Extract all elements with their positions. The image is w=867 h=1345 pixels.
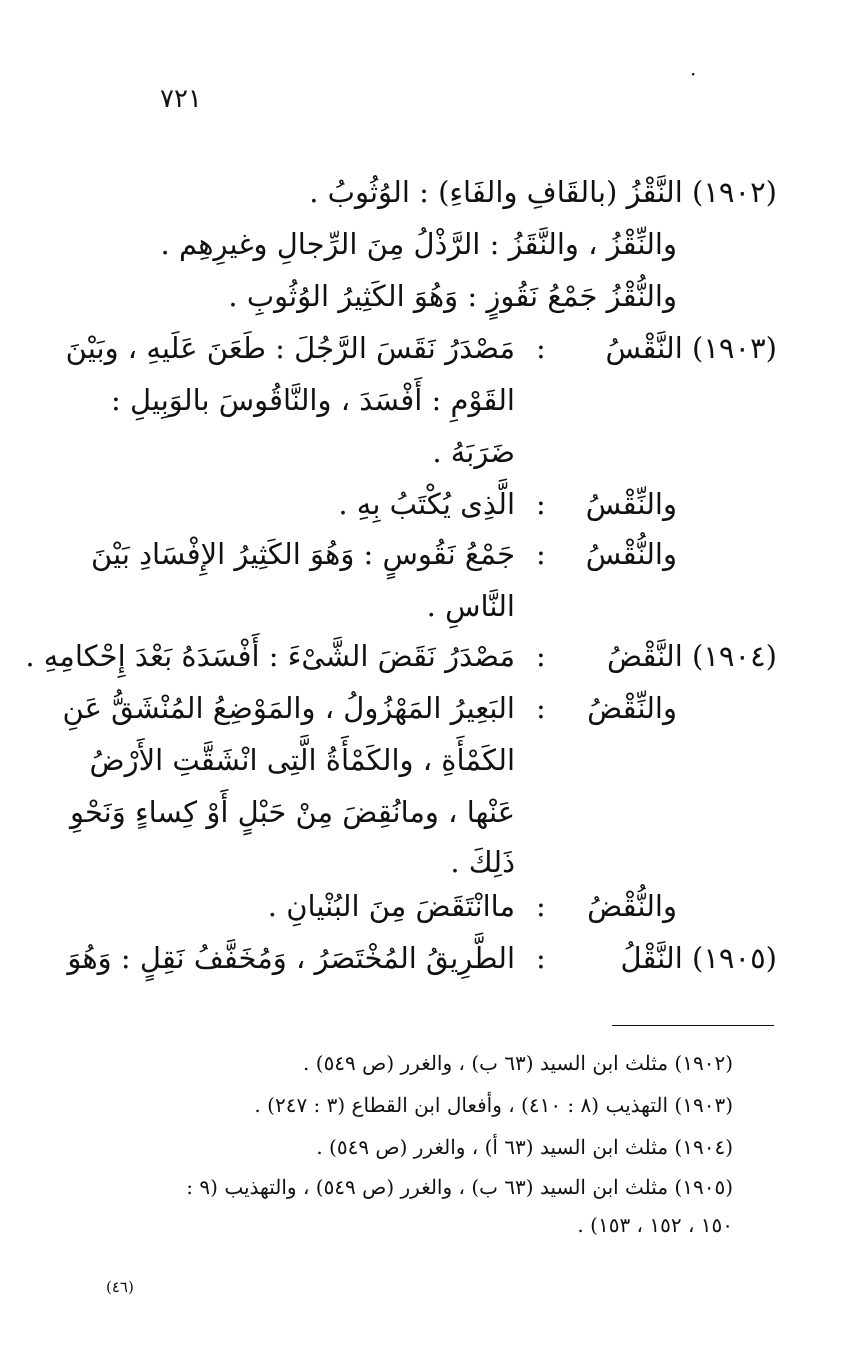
entry-definition: البَعِيرُ المَهْزُولُ ، والمَوْضِعُ المُنْشَقُّ عَنِ	[62, 691, 515, 725]
signature-mark: (٤٦)	[106, 1278, 134, 1296]
entry-headword: (١٩٠٥) النَّقْلُ	[620, 941, 777, 975]
entry-headword: والنُّقْضُ	[587, 889, 677, 923]
entry-definition: ماانْتَقَضَ مِنَ البُنْيانِ .	[267, 889, 515, 923]
entry-colon: :	[536, 487, 546, 521]
entry-definition: عَنْها ، ومانُقِضَ مِنْ حَبْلٍ أَوْ كِساءٍ وَنَحْوِ	[69, 795, 515, 829]
entry-line: (١٩٠٢) النَّقْزُ (بالقَافِ والفَاءِ) : الوُثُوبُ .	[309, 175, 777, 209]
footnote: (١٩٠٢) مثلث ابن السيد (٦٣ ب) ، والغرر (ص ٥٤٩) .	[303, 1051, 733, 1075]
entry-headword: والنِّقْضُ	[587, 691, 677, 725]
entry-colon: :	[536, 691, 546, 725]
page-number: ٧٢١	[160, 84, 202, 114]
entry-definition: ضَرَبَهُ .	[432, 435, 515, 469]
footnote-divider	[612, 1025, 774, 1026]
footnote: (١٩٠٣) التهذيب (٨ : ٤١٠) ، وأفعال ابن القطاع (٣ : ٢٤٧) .	[254, 1093, 733, 1117]
entry-colon: :	[536, 889, 546, 923]
entry-headword: والنُّقْسُ	[585, 537, 677, 571]
entry-definition: الَّذِى يُكْتَبُ بِهِ .	[338, 487, 515, 521]
page-dot: ·	[690, 62, 697, 86]
footnote: ١٥٠ ، ١٥٢ ، ١٥٣) .	[577, 1213, 733, 1237]
entry-colon: :	[536, 941, 546, 975]
entry-definition: الطَّرِيقُ المُخْتَصَرُ ، وَمُخَفَّفُ نَقِلٍ : وَهُوَ	[67, 941, 515, 975]
entry-line: والنِّقْزُ ، والنَّقَزُ : الرَّذْلُ مِنَ الرِّجالِ وغيرِهِم .	[160, 227, 677, 261]
entry-headword: (١٩٠٤) النَّقْضُ	[606, 639, 777, 673]
entry-colon: :	[536, 537, 546, 571]
entry-headword: (١٩٠٣) النَّقْسُ	[605, 331, 777, 365]
footnote: (١٩٠٤) مثلث ابن السيد (٦٣ أ) ، والغرر (ص ٥٤٩) .	[316, 1135, 733, 1159]
entry-colon: :	[536, 639, 546, 673]
entry-definition: جَمْعُ نَقُوسٍ : وَهُوَ الكَثِيرُ الإِفْسَادِ بَيْنَ	[91, 537, 515, 571]
entry-definition: مَصْدَرُ نَقَسَ الرَّجُلَ : طَعَنَ عَلَيهِ ، وبَيْنَ	[65, 331, 515, 365]
entry-headword: والنِّقْسُ	[585, 487, 677, 521]
footnote: (١٩٠٥) مثلث ابن السيد (٦٣ ب) ، والغرر (ص ٥٤٩) ، والتهذيب (٩ :	[186, 1175, 733, 1199]
entry-definition: ذَلِكَ .	[450, 845, 515, 879]
entry-definition: النَّاسِ .	[426, 589, 515, 623]
entry-line: والنُّقْزُ جَمْعُ نَقُوزٍ : وَهُوَ الكَثِيرُ الوُثُوبِ .	[228, 279, 677, 313]
entry-colon: :	[536, 331, 546, 365]
entry-definition: مَصْدَرُ نَقَضَ الشَّىْءَ : أَفْسَدَهُ بَعْدَ إِحْكامِهِ .	[25, 639, 515, 673]
entry-definition: الكَمْأَةِ ، والكَمْأَةُ الَّتِى انْشَقَّتِ الأَرْضُ	[89, 743, 515, 777]
entry-definition: القَوْمِ : أَفْسَدَ ، والنَّاقُوسَ بالوَبِيلِ :	[111, 383, 515, 417]
